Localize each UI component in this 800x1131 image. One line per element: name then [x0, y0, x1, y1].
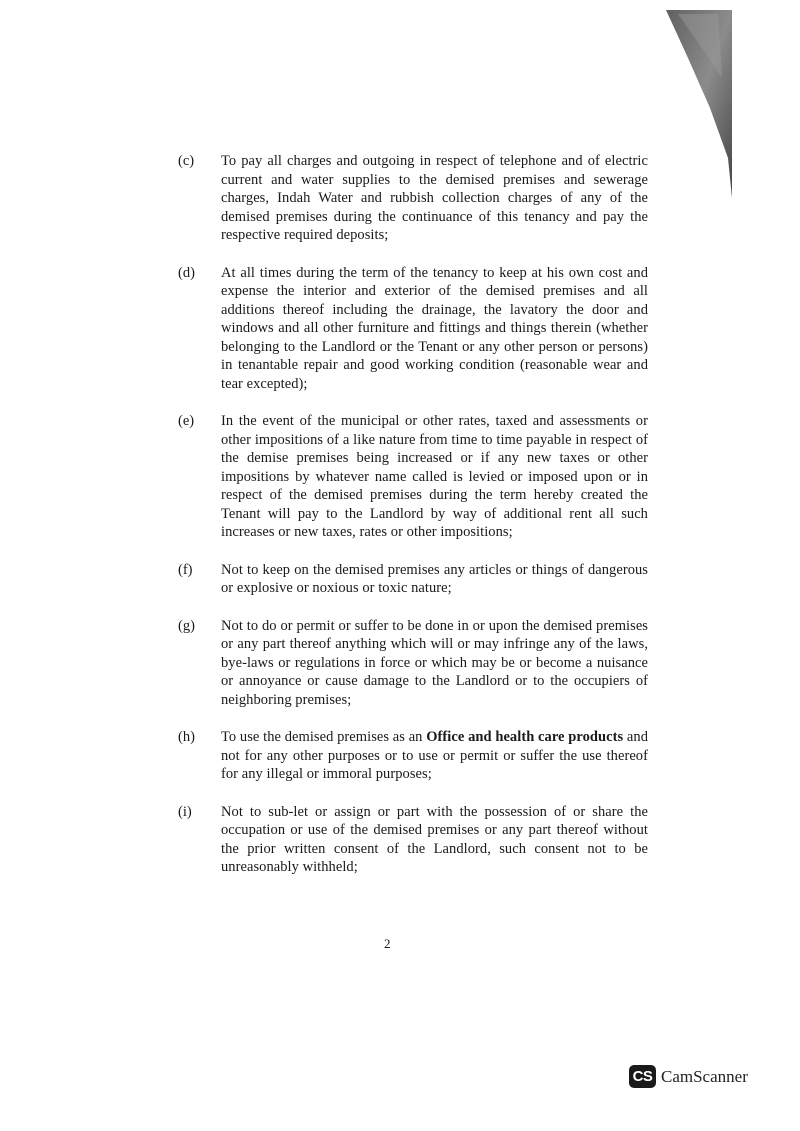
clause-letter: (e) — [178, 413, 195, 429]
clause-list — [178, 152, 648, 877]
clause-h — [178, 728, 648, 784]
clause-letter: (d) — [178, 264, 195, 281]
premises-use-purpose: Office and health care products — [426, 729, 624, 745]
clause-letter: (h) — [178, 729, 195, 745]
clause-text: Not to sub-let or assign or part with the possession of or share the occupation or use of the demised premises or any part thereof without the prior written consent of the Landlord, such consent not to be unreasonably withheld; — [221, 803, 648, 875]
clause-g — [178, 617, 648, 710]
clause-text: Not to do or permit or suffer to be done in or upon the demised premises or any part thereof anything which will or may infringe any of the laws, bye-laws or regulations in force or which may be or become a nuisance or annoyance or cause damage to the Landlord or to the occupiers of neighboring premises; — [221, 617, 648, 708]
clause-text: To pay all charges and outgoing in respect of telephone and of electric current and water supplies to the demised premises and sewerage charges, Indah Water and rubbish collection charges of any of the demised premises during the continuance of this tenancy and pay the respective required deposits; — [221, 153, 648, 243]
camscanner-logo-icon: CS — [629, 1065, 656, 1088]
camscanner-name: CamScanner — [661, 1066, 748, 1086]
clause-e — [178, 412, 648, 542]
camscanner-watermark — [629, 1065, 748, 1088]
clause-text-after: and not for any other purposes or to use or permit or suffer the use thereof for any illegal or immoral purposes; — [221, 729, 649, 782]
clause-letter: (c) — [178, 153, 195, 169]
clause-letter: (g) — [178, 617, 195, 634]
clause-letter: (i) — [178, 803, 192, 820]
page-number: 2 — [384, 936, 391, 951]
clause-i — [178, 803, 648, 877]
clause-letter: (f) — [178, 561, 193, 578]
clause-text: In the event of the municipal or other rates, taxed and assessments or other impositions of a like nature from time to time payable in respect of the demise premises being increased or if any new taxes or other impositions by whatever name called is levied or imposed upon or in respect of the demised premises during the term hereby created the Tenant will pay to the Landlord by way of additional rent all such increases or new taxes, rates or other impositions; — [221, 413, 648, 540]
clause-c — [178, 152, 648, 245]
clause-text-before: To use the demised premises as an — [221, 729, 427, 745]
clause-text — [221, 728, 648, 784]
clause-d — [178, 264, 648, 394]
clause-text: Not to keep on the demised premises any articles or things of dangerous or explosive or noxious or toxic nature; — [221, 561, 648, 596]
clause-f — [178, 561, 648, 598]
clause-text: At all times during the term of the tenancy to keep at his own cost and expense the interior and exterior of the demised premises and all additions thereof including the drainage, the lavatory the door and windows and all other furniture and fittings and things therein (whether belonging to the Landlord or the Tenant or any other person or persons) in tenantable repair and good working condition (reasonable wear and tear excepted); — [221, 264, 648, 392]
scan-edge-artifact — [658, 8, 738, 198]
